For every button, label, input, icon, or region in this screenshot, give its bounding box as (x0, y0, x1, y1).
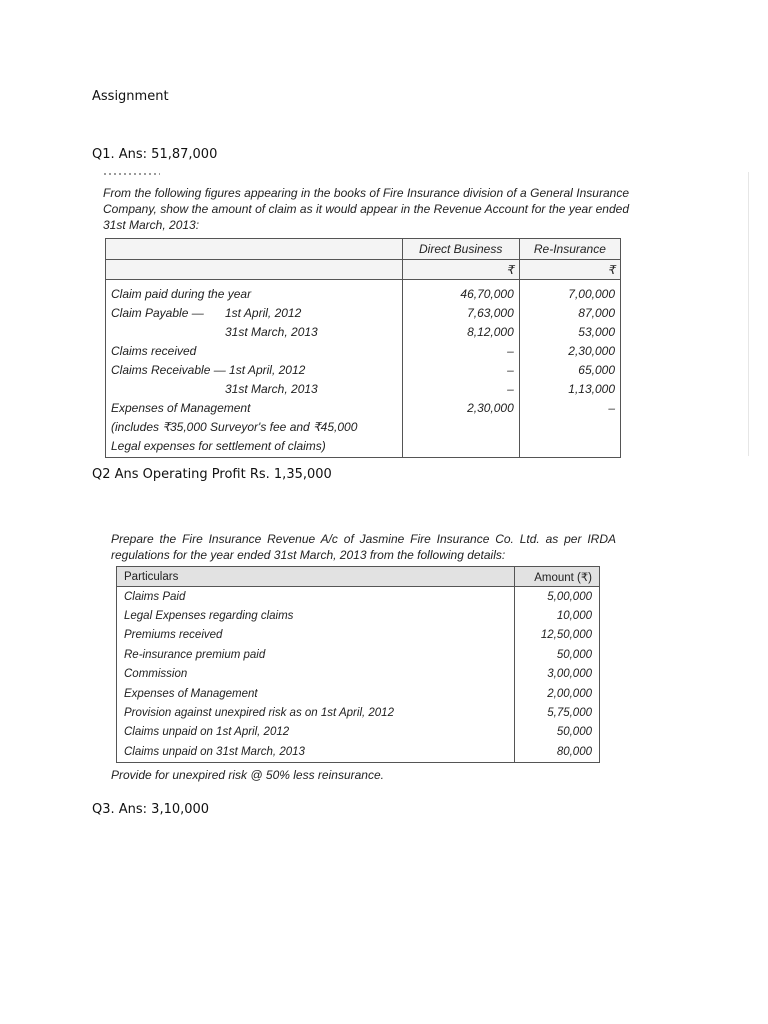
table-row (117, 645, 600, 664)
document-heading: Assignment (92, 89, 169, 104)
row-label: Legal expenses for settlement of claims) (111, 438, 326, 453)
direct-value (402, 436, 519, 458)
particular: Claims unpaid on 31st March, 2013 (117, 742, 515, 762)
q2-answer: Q2 Ans Operating Profit Rs. 1,35,000 (92, 467, 332, 482)
direct-value: 7,63,000 (402, 303, 519, 322)
particular: Provision against unexpired risk as on 1st April, 2012 (117, 703, 515, 722)
table-row (106, 417, 621, 436)
amount: 10,000 (515, 606, 600, 625)
problem2-note: Provide for unexpired risk @ 50% less reinsurance. (111, 768, 384, 782)
direct-value: 8,12,000 (402, 322, 519, 341)
re-value: 1,13,000 (519, 379, 620, 398)
table-header-blank (106, 239, 403, 260)
direct-value: – (402, 379, 519, 398)
table-row (117, 723, 600, 742)
re-value (519, 417, 620, 436)
particular: Premiums received (117, 626, 515, 645)
direct-value: – (402, 341, 519, 360)
amount: 5,00,000 (515, 587, 600, 607)
amount: 80,000 (515, 742, 600, 762)
problem1-statement: From the following figures appearing in the books of Fire Insurance division of a General Insurance Company, show the amount of claim as it would appear in the Revenue Account for the year ended 31st March, 2013: (103, 186, 629, 232)
table-row (117, 626, 600, 645)
direct-value: 2,30,000 (402, 398, 519, 417)
table-header-row (117, 567, 600, 587)
re-value: 65,000 (519, 360, 620, 379)
re-value: 7,00,000 (519, 280, 620, 304)
scan-artifact (104, 173, 160, 175)
column-re-insurance: Re-Insurance (519, 239, 620, 260)
re-value: – (519, 398, 620, 417)
direct-value (402, 417, 519, 436)
table-row (117, 742, 600, 762)
problem2-statement: Prepare the Fire Insurance Revenue A/c of Jasmine Fire Insurance Co. Ltd. as per IRDA regulations for the year ended 31st March, 2013 from the following details: (111, 532, 616, 562)
particular: Commission (117, 665, 515, 684)
table-row (117, 606, 600, 625)
row-sublabel: 31st March, 2013 (225, 324, 318, 339)
column-direct-business: Direct Business (402, 239, 519, 260)
particular: Expenses of Management (117, 684, 515, 703)
row-label: Claim paid during the year (111, 286, 252, 301)
table-row (106, 303, 621, 322)
amount: 50,000 (515, 645, 600, 664)
row-label: Claims received (111, 343, 197, 358)
re-value (519, 436, 620, 458)
particular: Claims unpaid on 1st April, 2012 (117, 723, 515, 742)
particular: Re-insurance premium paid (117, 645, 515, 664)
currency-symbol: ₹ (519, 260, 620, 280)
table-row (117, 703, 600, 722)
table-row (106, 360, 621, 379)
re-value: 2,30,000 (519, 341, 620, 360)
amount: 50,000 (515, 723, 600, 742)
table-row (106, 341, 621, 360)
particular: Legal Expenses regarding claims (117, 606, 515, 625)
row-label: (includes ₹35,000 Surveyor's fee and ₹45,000 (111, 419, 358, 434)
direct-value: – (402, 360, 519, 379)
row-sublabel: 1st April, 2012 (225, 305, 302, 320)
scan-edge (748, 172, 749, 456)
amount: 12,50,000 (515, 626, 600, 645)
q1-answer: Q1. Ans: 51,87,000 (92, 147, 218, 162)
direct-value: 46,70,000 (402, 280, 519, 304)
currency-row (106, 260, 621, 280)
currency-symbol: ₹ (402, 260, 519, 280)
table-row (106, 379, 621, 398)
table-row (106, 436, 621, 458)
table-row (117, 665, 600, 684)
table-row (106, 398, 621, 417)
column-particulars: Particulars (117, 567, 515, 587)
problem2-table (116, 566, 600, 763)
re-value: 53,000 (519, 322, 620, 341)
amount: 5,75,000 (515, 703, 600, 722)
row-label: Claims Receivable — 1st April, 2012 (111, 362, 306, 377)
row-label: Claim Payable — (111, 305, 204, 320)
amount: 2,00,000 (515, 684, 600, 703)
table-header-row (106, 239, 621, 260)
row-label: Expenses of Management (111, 400, 251, 415)
amount: 3,00,000 (515, 665, 600, 684)
particular: Claims Paid (117, 587, 515, 607)
q3-answer: Q3. Ans: 3,10,000 (92, 802, 210, 817)
table-row (117, 587, 600, 607)
problem1-table (105, 238, 621, 458)
table-row (117, 684, 600, 703)
table-row (106, 322, 621, 341)
row-sublabel: 31st March, 2013 (225, 381, 318, 396)
column-amount: Amount (₹) (515, 567, 600, 587)
re-value: 87,000 (519, 303, 620, 322)
table-row (106, 280, 621, 304)
